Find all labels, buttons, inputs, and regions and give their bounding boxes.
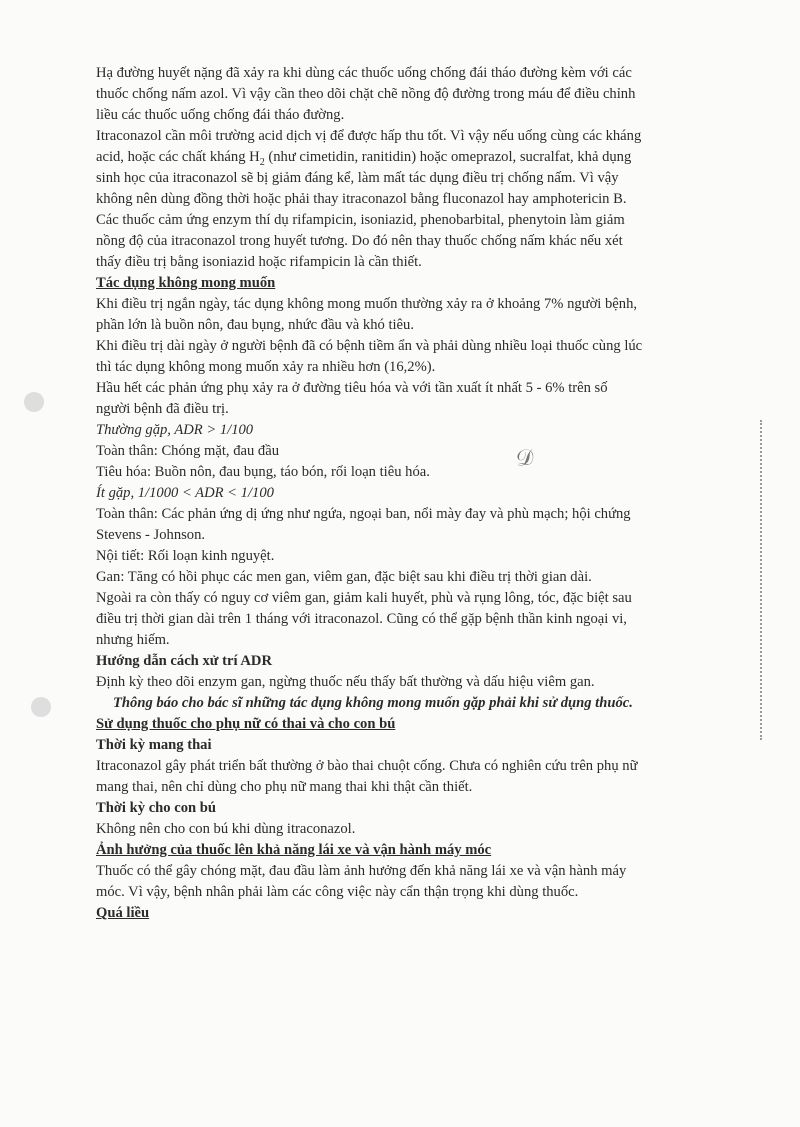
pregnancy-subheading: Thời kỳ mang thai xyxy=(96,737,212,753)
interaction-paragraph-enzyme: Các thuốc cảm ứng enzym thí dụ rifampicin, isoniazid, phenobarbital, phenytoin làm giảm nồng độ của itraconazol trong huyết tương. Do đó nên thay thuốc chống nấm khác nếu xét thấy điều trị bằng isoniazid hoặc rifampicin là cần thiết. xyxy=(96,212,625,270)
interaction-paragraph-hypoglycemia: Hạ đường huyết nặng đã xảy ra khi dùng các thuốc uống chống đái tháo đường kèm với các thuốc chống nấm azol. Vì vậy cần theo dõi chặt chẽ nồng độ đường trong máu để điều chỉnh liều các thuốc uống chống đái tháo đường. xyxy=(96,65,636,123)
adr-notice: Thông báo cho bác sĩ những tác dụng không mong muốn gặp phải khi sử dụng thuốc. xyxy=(113,695,633,711)
driving-text: Thuốc có thể gây chóng mặt, đau đầu làm ảnh hưởng đến khả năng lái xe và vận hành máy móc. Vì vậy, bệnh nhân phải làm các công việc này cẩn thận trọng khi dùng thuốc. xyxy=(96,863,627,900)
pregnancy-lactation-heading: Sử dụng thuốc cho phụ nữ có thai và cho con bú xyxy=(96,716,396,732)
common-gi: Tiêu hóa: Buồn nôn, đau bụng, táo bón, rối loạn tiêu hóa. xyxy=(96,464,430,480)
adverse-effects-heading: Tác dụng không mong muốn xyxy=(96,275,276,291)
interaction-paragraph-acid: Itraconazol cần môi trường acid dịch vị để được hấp thu tốt. Vì vậy nếu uống cùng các kháng acid, hoặc các chất kháng $H_2$ (như cimetidin, ranitidin) hoặc omeprazol, sucralfat, khả dụng sinh học của itraconazol sẽ bị giảm đáng kể, làm mất tác dụng điều trị chống nấm. Vì vậy không nên dùng đồng thời hoặc phải thay itraconazol bằng fluconazol hay amphotericin B. xyxy=(96,128,642,207)
pregnancy-text: Itraconazol gây phát triển bất thường ở bào thai chuột cống. Chưa có nghiên cứu trên phụ nữ mang thai, nên chỉ dùng cho phụ nữ mang thai khi thật cần thiết. xyxy=(96,758,638,795)
adverse-paragraph-gi: Hầu hết các phản ứng phụ xảy ra ở đường tiêu hóa và với tần xuất ít nhất 5 - 6% trên số người bệnh đã điều trị. xyxy=(96,380,608,417)
rare-endocrine: Nội tiết: Rối loạn kinh nguyệt. xyxy=(96,548,275,564)
adr-management-heading: Hướng dẫn cách xử trí ADR xyxy=(96,653,273,669)
punch-hole xyxy=(24,392,44,412)
rare-other: Ngoài ra còn thấy có nguy cơ viêm gan, giảm kali huyết, phù và rụng lông, tóc, đặc biệt sau điều trị thời gian dài trên 1 tháng với itraconazol. Cũng có thể gặp bệnh thần kinh ngoại vi, nhưng hiếm. xyxy=(96,590,632,648)
overdose-heading: Quá liều xyxy=(96,905,150,921)
driving-heading: Ảnh hưởng của thuốc lên khả năng lái xe và vận hành máy móc xyxy=(96,842,492,858)
document-body xyxy=(96,63,694,924)
scan-edge-mark xyxy=(760,420,765,740)
lactation-subheading: Thời kỳ cho con bú xyxy=(96,800,217,816)
common-systemic: Toàn thân: Chóng mặt, đau đầu xyxy=(96,443,279,459)
handwritten-mark: 𝒟 xyxy=(514,444,536,473)
adverse-paragraph-long-term: Khi điều trị dài ngày ở người bệnh đã có bệnh tiềm ẩn và phải dùng nhiều loại thuốc cùng lúc thì tác dụng không mong muốn xảy ra nhiều hơn (16,2%). xyxy=(96,338,643,375)
adverse-paragraph-short-term: Khi điều trị ngắn ngày, tác dụng không mong muốn thường xảy ra ở khoảng 7% người bệnh, phần lớn là buồn nôn, đau bụng, nhức đầu và khó tiêu. xyxy=(96,296,638,333)
punch-hole xyxy=(31,697,51,717)
rare-liver: Gan: Tăng có hồi phục các men gan, viêm gan, đặc biệt sau khi điều trị thời gian dài. xyxy=(96,569,592,585)
common-frequency-label: Thường gặp, ADR > 1/100 xyxy=(96,422,254,438)
rare-frequency-label: Ít gặp, 1/1000 < ADR < 1/100 xyxy=(96,485,274,501)
lactation-text: Không nên cho con bú khi dùng itraconazol. xyxy=(96,821,356,837)
adr-management-text: Định kỳ theo dõi enzym gan, ngừng thuốc nếu thấy bất thường và dấu hiệu viêm gan. xyxy=(96,674,595,690)
rare-systemic: Toàn thân: Các phản ứng dị ứng như ngứa, ngoại ban, nổi mày đay và phù mạch; hội chứng Stevens - Johnson. xyxy=(96,506,631,543)
